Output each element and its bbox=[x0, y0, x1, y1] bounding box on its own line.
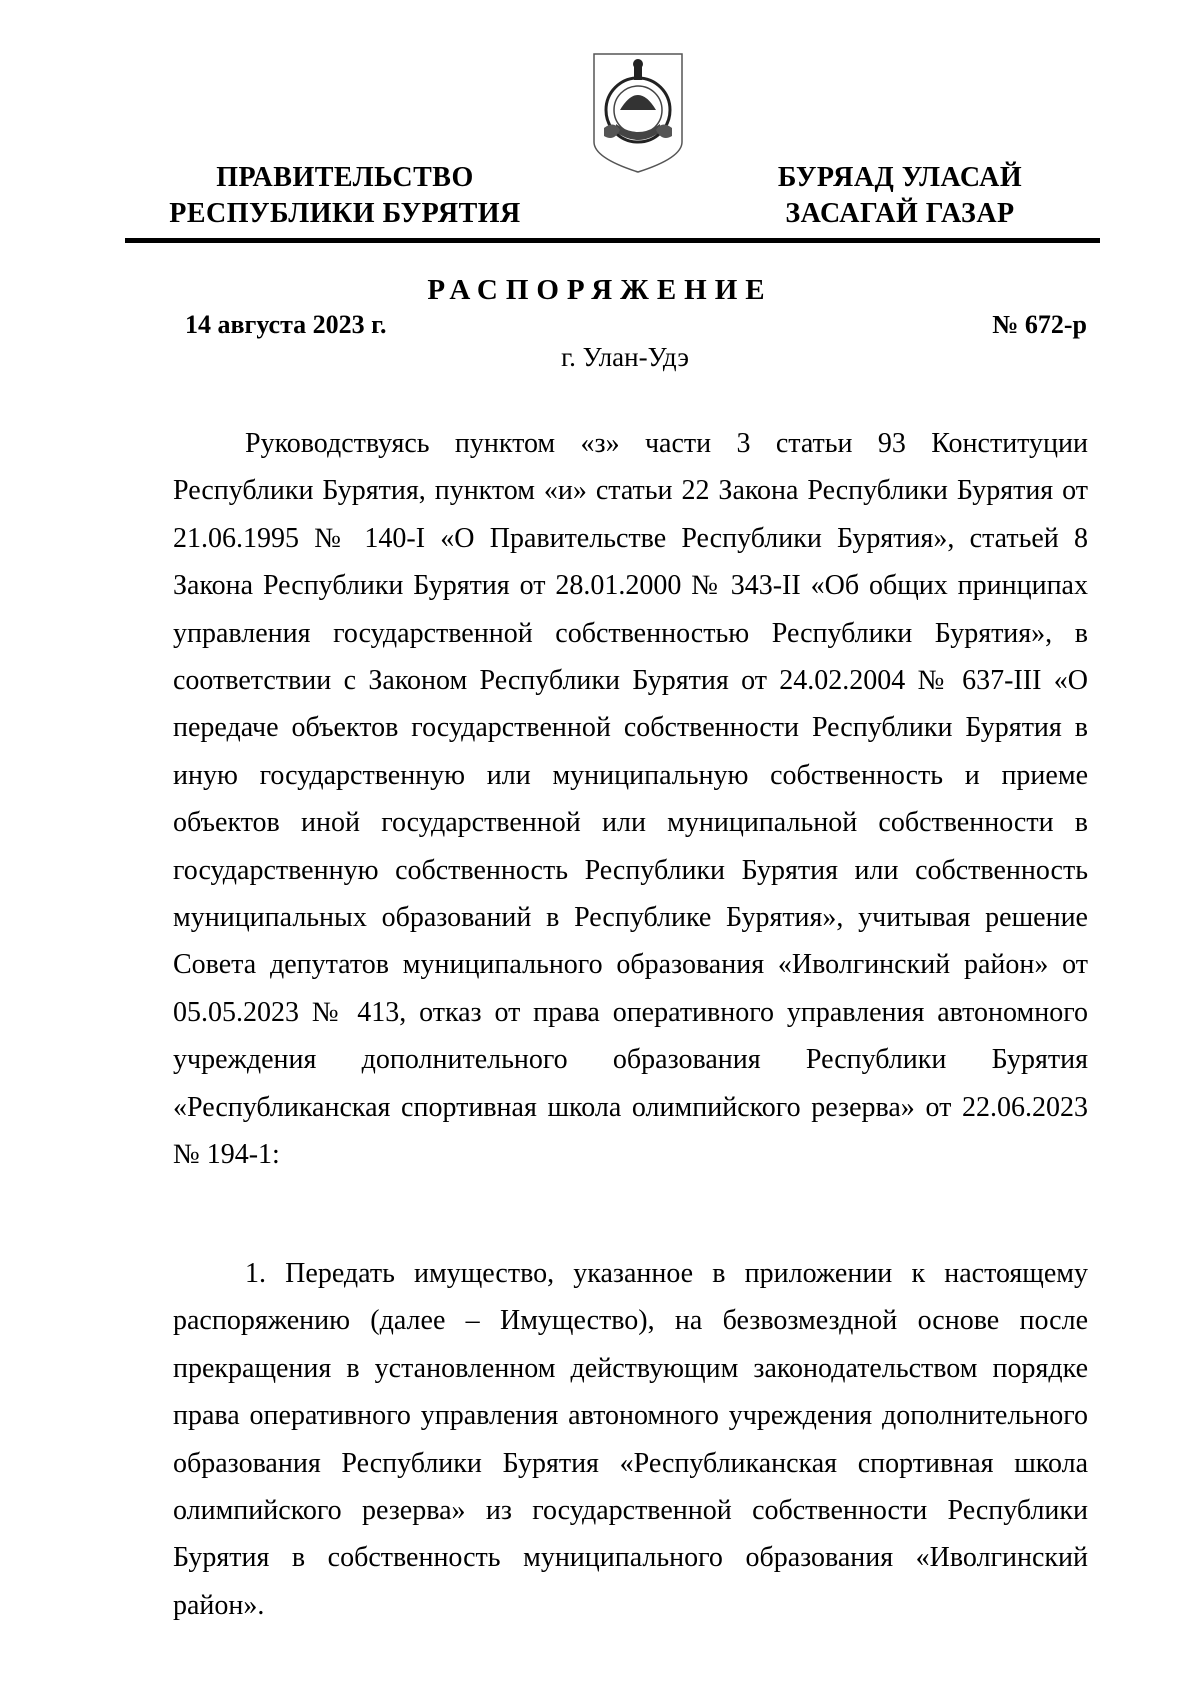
coat-of-arms-icon bbox=[590, 50, 686, 176]
preamble-text: Руководствуясь пунктом «з» части 3 статьи 93 Конституции Республики Бурятия, пунктом «и» статьи 22 Закона Республики Бурятия от 21.06.1995 № 140-I «О Правительстве Республики Бурятия», статьей 8 Закона Республики Бурятия от 28.01.2000 № 343-II «Об общих принципах управления государственной собственностью Республики Бурятия», в соответствии с Законом Республики Бурятия от 24.02.2004 № 637-III «О передаче объектов государственной собственности Республики Бурятия в иную государственную или муниципальную собственность и приеме объектов иной государственной или муниципальной собственности в государственную собственность Республики Бурятия или собственность муниципальных образований в Республике Бурятия», учитывая решение Совета депутатов муниципального образования «Иволгинский район» от 05.05.2023 № 413, отказ от права оперативного управления автономного учреждения дополнительного образования Республики Бурятия «Республиканская спортивная школа олимпийского резерва» от 22.06.2023 № 194-1: bbox=[173, 428, 1088, 1171]
header-divider bbox=[125, 238, 1100, 243]
document-type-title: РАСПОРЯЖЕНИЕ bbox=[427, 274, 773, 306]
document-number: № 672-р bbox=[992, 310, 1087, 339]
issuer-name-buryat bbox=[740, 160, 1060, 232]
preamble-paragraph bbox=[173, 420, 1088, 1179]
issuer-line-2: РЕСПУБЛИКИ БУРЯТИЯ bbox=[169, 198, 521, 229]
issuer-line-1: ПРАВИТЕЛЬСТВО bbox=[216, 162, 474, 193]
item-1-paragraph bbox=[173, 1250, 1088, 1629]
document-date: 14 августа 2023 г. bbox=[185, 310, 387, 339]
issuer-buryat-line-2: ЗАСАГАЙ ГАЗАР bbox=[785, 198, 1015, 229]
document-city: г. Улан-Удэ bbox=[561, 342, 689, 372]
issuer-name-russian bbox=[150, 160, 540, 232]
item-1-text: 1. Передать имущество, указанное в приложении к настоящему распоряжению (далее – Имущество), на безвозмездной основе после прекращения в установленном действующим законодательством порядке права оперативного управления автономного учреждения дополнительного образования Республики Бурятия «Республиканская спортивная школа олимпийского резерва» из государственной собственности Республики Бурятия в собственность муниципального образования «Иволгинский район». bbox=[173, 1258, 1088, 1621]
issuer-buryat-line-1: БУРЯАД УЛАСАЙ bbox=[777, 162, 1023, 193]
